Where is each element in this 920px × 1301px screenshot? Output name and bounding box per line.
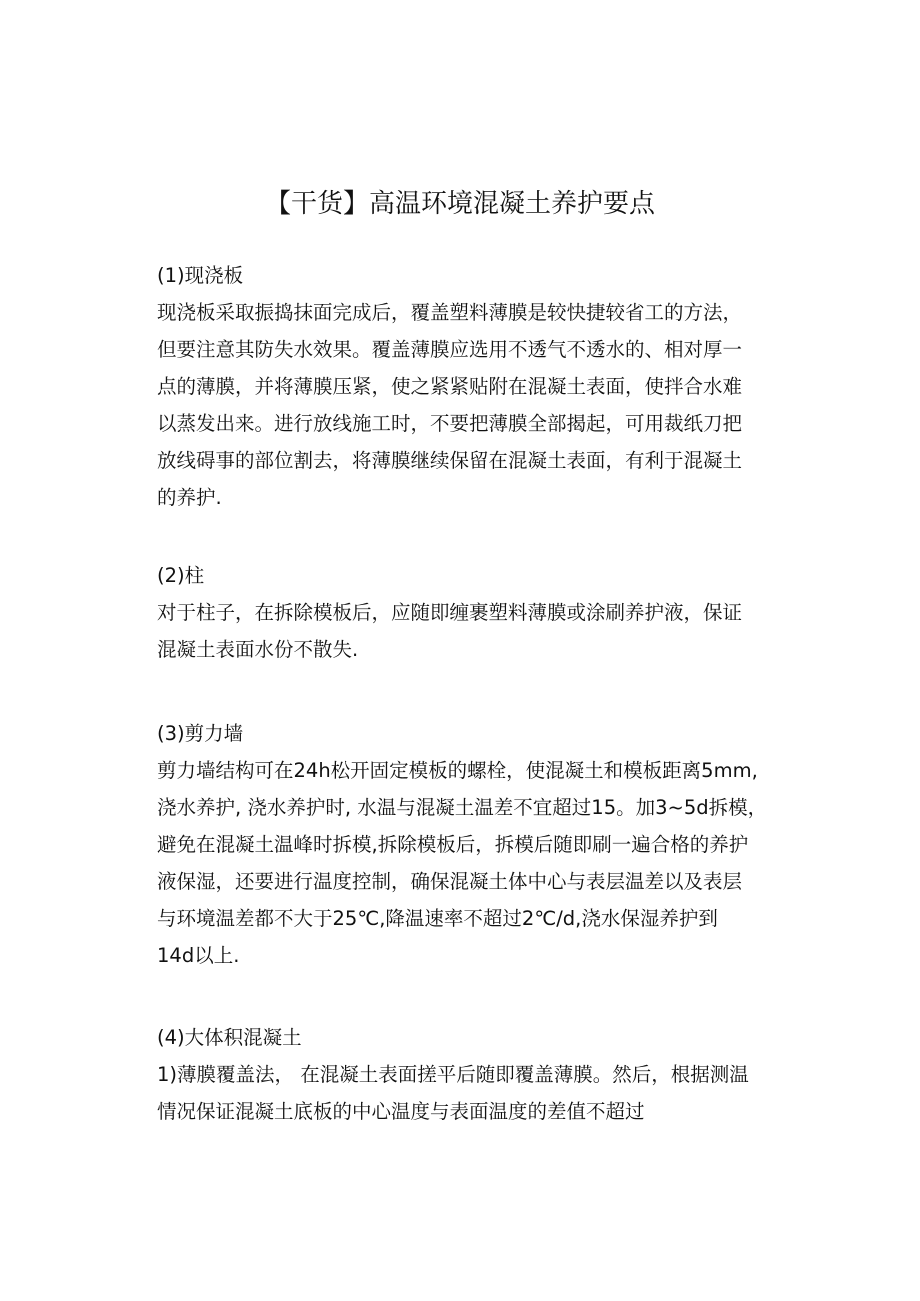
paragraph-line: 情况保证混凝土底板的中心温度与表面温度的差值不超过 (157, 1100, 645, 1123)
paragraph-line: 1)薄膜覆盖法， 在混凝土表面搓平后随即覆盖薄膜。然后，根据测温 (157, 1063, 749, 1086)
paragraph-line: 剪力墙结构可在24h松开固定模板的螺栓，使混凝土和模板距离5mm, (157, 759, 758, 782)
section-heading: (2)柱 (157, 564, 205, 587)
section-heading: (1)现浇板 (157, 264, 244, 287)
paragraph-line: 现浇板采取振捣抹面完成后，覆盖塑料薄膜是较快捷较省工的方法， (157, 301, 743, 324)
paragraph-line: 浇水养护, 浇水养护时, 水温与混凝土温差不宜超过15。加3~5d拆模， (157, 796, 768, 819)
paragraph-line: 对于柱子，在拆除模板后，应随即缠裹塑料薄膜或涂刷养护液，保证 (157, 601, 743, 624)
paragraph-line: 放线碍事的部位割去，将薄膜继续保留在混凝土表面，有利于混凝土 (157, 449, 743, 472)
paragraph-line: 14d以上. (157, 944, 240, 967)
section-column (157, 557, 777, 668)
paragraph-line: 混凝土表面水份不散失. (157, 638, 359, 661)
paragraph-line: 但要注意其防失水效果。覆盖薄膜应选用不透气不透水的、相对厚一 (157, 338, 743, 361)
paragraph-line: 以蒸发出来。进行放线施工时，不要把薄膜全部揭起，可用裁纸刀把 (157, 412, 743, 435)
paragraph-line: 避免在混凝土温峰时拆模,拆除模板后，拆模后随即刷一遍合格的养护 (157, 833, 749, 856)
page-title: 【干货】高温环境混凝土养护要点 (264, 189, 655, 219)
paragraph-line: 液保湿，还要进行温度控制，确保混凝土体中心与表层温差以及表层 (157, 870, 743, 893)
section-cast-in-place-slab (157, 257, 777, 516)
section-shear-wall (157, 715, 777, 974)
paragraph-line: 点的薄膜，并将薄膜压紧，使之紧紧贴附在混凝土表面，使拌合水难 (157, 375, 743, 398)
paragraph-line: 的养护. (157, 486, 222, 509)
section-heading: (4)大体积混凝土 (157, 1026, 302, 1049)
section-mass-concrete (157, 1019, 777, 1130)
section-heading: (3)剪力墙 (157, 722, 244, 745)
paragraph-line: 与环境温差都不大于25℃,降温速率不超过2℃/d,浇水保湿养护到 (157, 907, 718, 930)
